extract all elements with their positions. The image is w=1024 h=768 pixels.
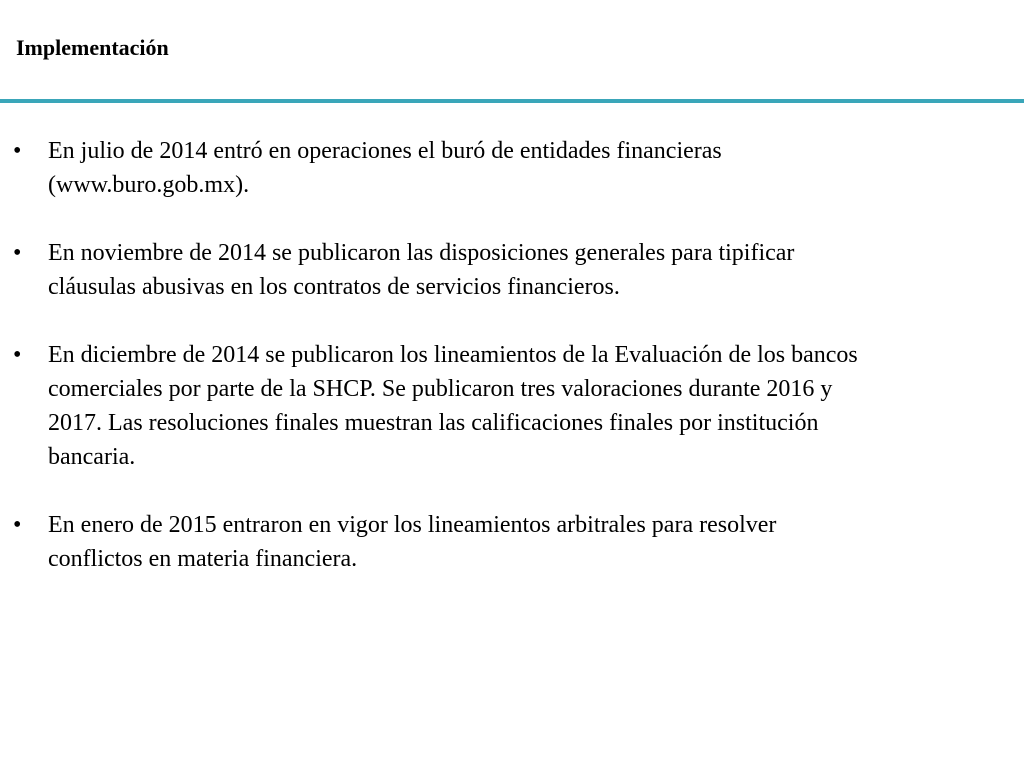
bullet-icon: •	[13, 138, 22, 164]
bullet-item	[0, 236, 1024, 304]
title-divider	[0, 99, 1024, 103]
bullet-item	[0, 508, 1024, 576]
bullet-text: En enero de 2015 entraron en vigor los lineamientos arbitrales para resolver conflictos en materia financiera.	[48, 512, 777, 572]
bullet-icon: •	[13, 512, 22, 538]
bullet-text: En julio de 2014 entró en operaciones el buró de entidades financieras (www.buro.gob.mx).	[48, 138, 722, 198]
bullet-text: En noviembre de 2014 se publicaron las disposiciones generales para tipificar cláusulas abusivas en los contratos de servicios financieros.	[48, 240, 795, 300]
bullet-icon: •	[13, 240, 22, 266]
bullet-list	[0, 134, 1024, 610]
bullet-item	[0, 134, 1024, 202]
bullet-icon: •	[13, 342, 22, 368]
bullet-item	[0, 338, 1024, 474]
bullet-text: En diciembre de 2014 se publicaron los lineamientos de la Evaluación de los bancos comerciales por parte de la SHCP. Se publicaron tres valoraciones durante 2016 y 2017. Las resoluciones finales muestran las calificaciones finales por institución bancaria.	[48, 342, 858, 470]
slide-title: Implementación	[16, 35, 169, 60]
